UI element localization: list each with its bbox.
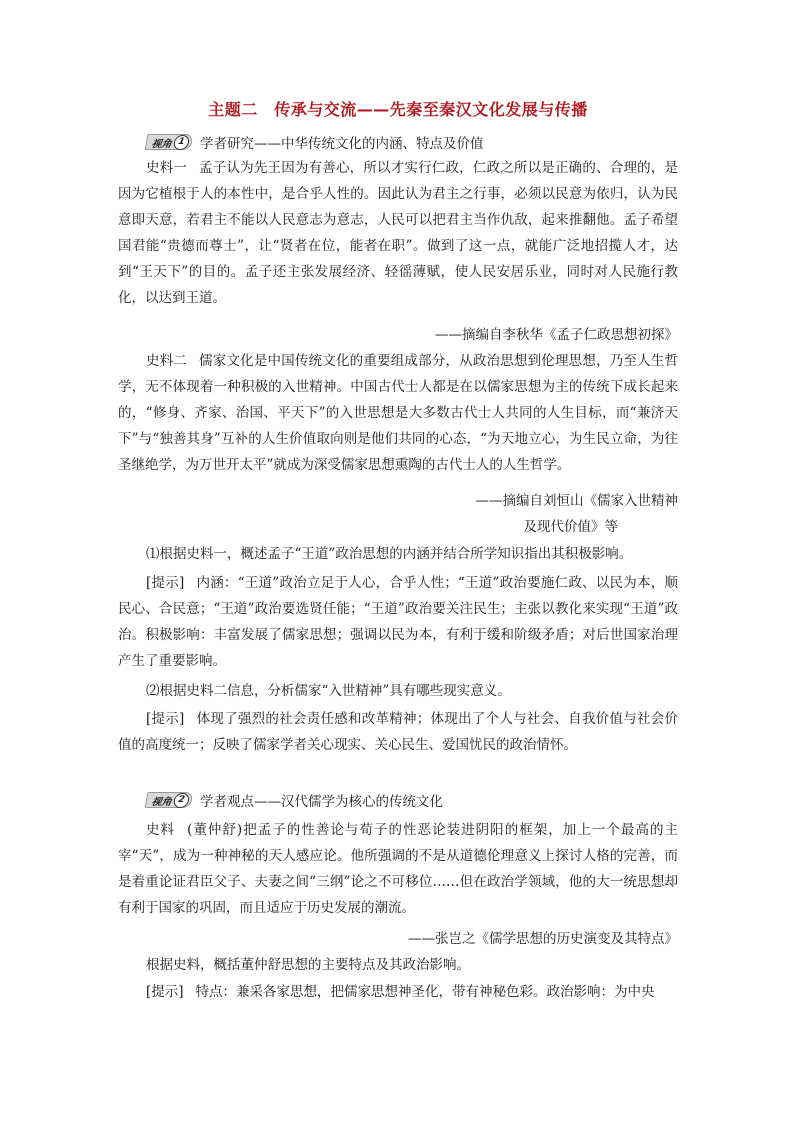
badge-number: 2 (173, 793, 191, 808)
material-3-label: 史料 (146, 822, 176, 838)
material-1-source: ——摘编自李秋华《孟子仁政思想初探》 (435, 327, 678, 343)
question-2: ⑵根据史料二信息，分析儒家“入世精神”具有哪些现实意义。 (146, 683, 511, 699)
page-title: 主题二 传承与交流——先秦至秦汉文化发展与传播 (208, 100, 588, 119)
perspective-badge-1 (145, 134, 194, 150)
material-2-text: 儒家文化是中国传统文化的重要组成部分，从政治思想到伦理思想，乃至人生哲学，无不体现着一种积极的入世精神。中国古代士人都是在以儒家思想为主的传统下成长起来的，“修身、齐家、治国、平天下”的入世思想是大多数古代士人共同的人生目标，而“兼济天下”与“独善其身”互补的人生价值取向则是他们共同的心态，“为天地立心，为生民立命，为往圣继绝学，为万世开太平”就成为深受儒家思想熏陶的古代士人的人生哲学。 (118, 353, 679, 473)
question-1-hint (118, 570, 678, 674)
badge-label: 视角 (150, 796, 173, 808)
question-2-hint (118, 706, 678, 758)
question-2-hint-text: 体现了强烈的社会责任感和改革精神；体现出了个人与社会、自我价值与社会价值的高度统一；反映了儒家学者关心现实、关心民生、爱国忧民的政治情怀。 (118, 711, 678, 753)
material-1-label: 史料一 (146, 160, 188, 176)
question-3-hint-text: 特点：兼采各家思想，把儒家思想神圣化，带有神秘色彩。政治影响：为中央 (195, 984, 655, 1000)
hint-label: [提示] (146, 984, 184, 1000)
material-3-text: (董仲舒)把孟子的性善论与荀子的性恶论装进阴阳的框架，加上一个最高的主宰“天”，成为一种神秘的天人感应论。他所强调的不是从道德伦理意义上探讨人格的完善，而是着重论证君臣父子、夫妻之间“三纲”论之不可移位……但在政治学领域，他的大一统思想却有利于国家的巩固，而且适应于历史发展的潮流。 (118, 822, 678, 916)
material-1 (118, 155, 678, 311)
material-2-source-line-1: ——摘编自刘恒山《儒家入世精神 (475, 493, 678, 509)
section-1-heading: 学者研究——中华传统文化的内涵、特点及价值 (200, 136, 484, 152)
hint-label: [提示] (146, 575, 185, 591)
material-1-text: 孟子认为先王因为有善心，所以才实行仁政，仁政之所以是正确的、合理的，是因为它植根于人的本性中，是合乎人性的。因此认为君主之行事，必须以民意为依归，认为民意即天意，若君主不能以人民意志为意志，人民可以把君主当作仇敌，起来推翻他。孟子希望国君能“贵德而尊士”，让“贤者在位，能者在职”。做到了这一点，就能广泛地招揽人才，达到“王天下”的目的。孟子还主张发展经济、轻徭薄赋，使人民安居乐业，同时对人民施行教化，以达到王道。 (118, 160, 679, 306)
question-3: 根据史料，概括董仲舒思想的主要特点及其政治影响。 (146, 957, 470, 973)
question-1-hint-text: 内涵：“王道”政治立足于人心，合乎人性；“王道”政治要施仁政、以民为本，顺民心、合民意；“王道”政治要选贤任能；“王道”政治要关注民生；主张以教化来实现“王道”政治。积极影响：丰富发展了儒家思想；强调以民为本，有利于缓和阶级矛盾；对后世国家治理产生了重要影响。 (118, 575, 678, 669)
section-2-header (146, 789, 443, 811)
material-3 (118, 817, 678, 921)
question-3-hint (118, 979, 678, 1005)
badge-number: 1 (173, 135, 191, 150)
material-3-source: ——张岂之《儒学思想的历史演变及其特点》 (408, 931, 678, 947)
material-2 (118, 348, 678, 478)
question-1: ⑴根据史料一，概述孟子“王道”政治思想的内涵并结合所学知识指出其积极影响。 (146, 546, 633, 562)
section-2-heading: 学者观点——汉代儒学为核心的传统文化 (200, 794, 443, 810)
badge-label: 视角 (150, 138, 173, 150)
material-2-label: 史料二 (146, 353, 188, 369)
section-1-header (146, 131, 484, 153)
hint-label: [提示] (146, 711, 185, 727)
material-2-source-line-2: 及现代价值》等 (523, 519, 618, 535)
perspective-badge-2 (145, 792, 194, 808)
